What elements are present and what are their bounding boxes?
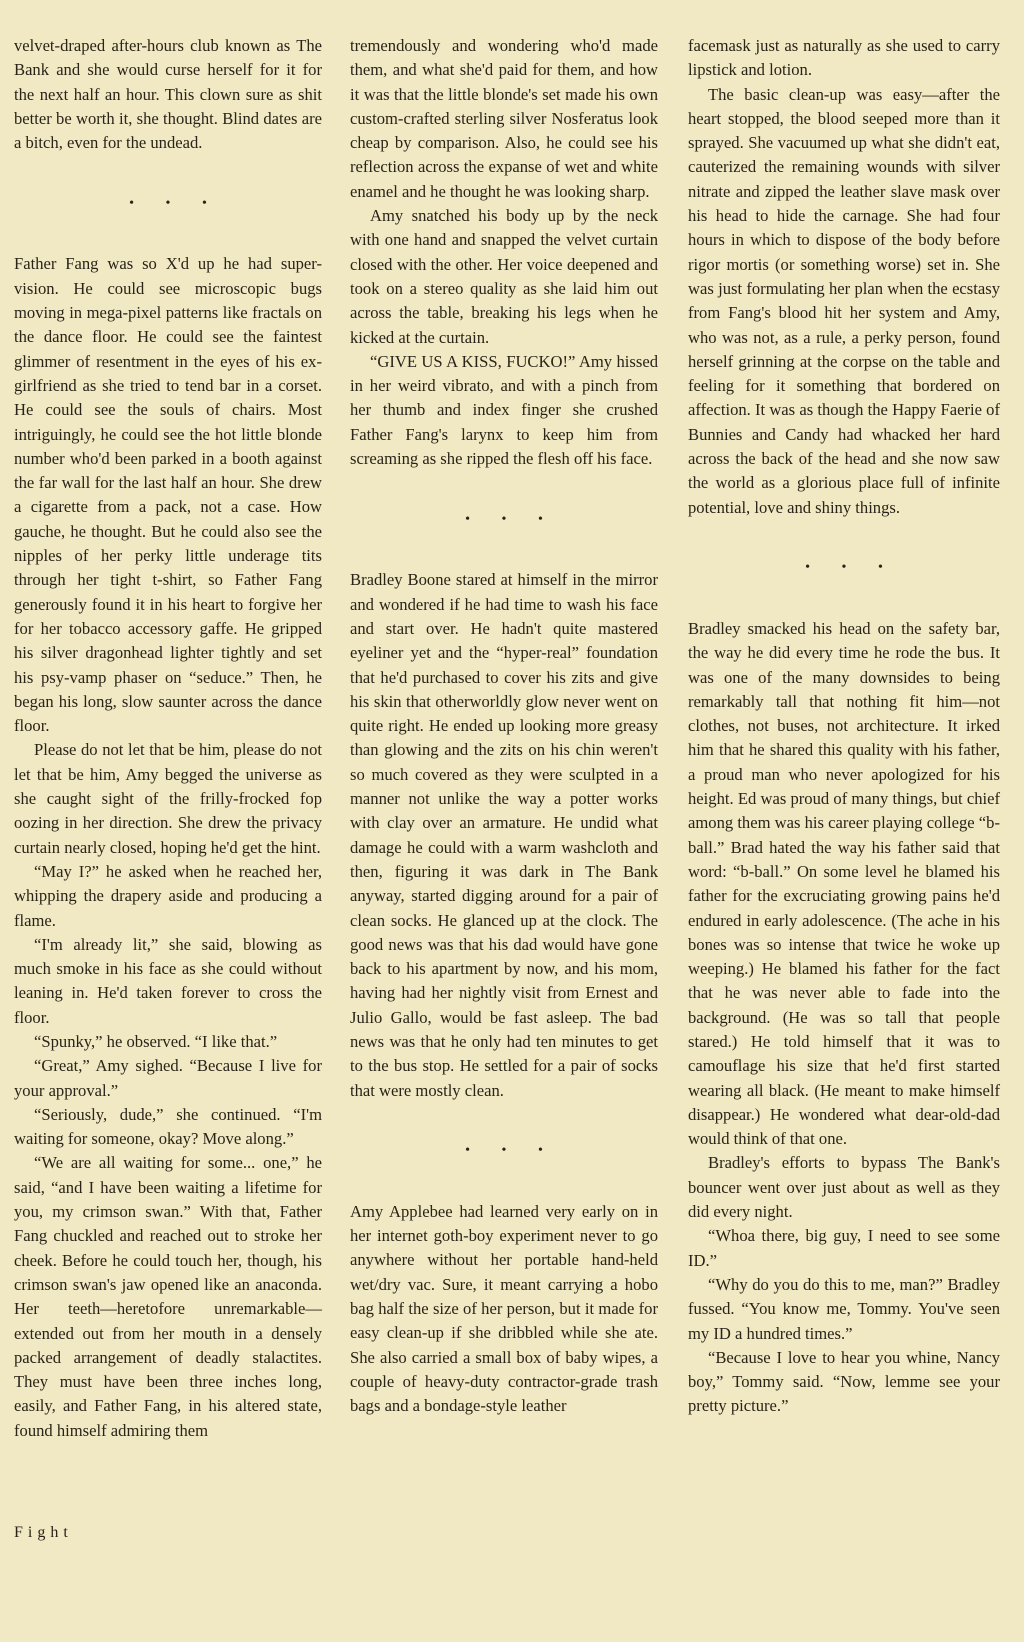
section-break: • • • bbox=[465, 1143, 557, 1159]
paragraph: The basic clean-up was easy—after the heart stopped, the blood seeped more than it sprayed. She vacuumed up what she didn't eat, cauterized the remaining wounds with silver nitrate and zipped the leather slave mask over his head to hide the carnage. She had four hours in which to dispose of the body before rigor mortis (or something worse) set in. She was just formulating her plan when the ecstasy from Fang's blood hit her system and Amy, who was not, as a rule, a perky person, found herself grinning at the corpse on the table and feeling for it something that bordered on affection. It was as though the Happy Faerie of Bunnies and Candy had whacked her hard across the back of the head and she now saw the world as a glorious place full of infinite potential, love and shiny things. bbox=[688, 84, 1000, 517]
section-break: • • • bbox=[129, 195, 221, 211]
paragraph: “May I?” he asked when he reached her, whipping the drapery aside and producing a flame. bbox=[14, 861, 322, 930]
paragraph: “Great,” Amy sighed. “Because I live for your approval.” bbox=[14, 1056, 322, 1100]
paragraph: Bradley's efforts to bypass The Bank's bouncer went over just about as well as they did every night. bbox=[688, 1153, 1000, 1222]
paragraph: “Whoa there, big guy, I need to see some ID.” bbox=[688, 1226, 1000, 1270]
paragraph: Bradley smacked his head on the safety bar, the way he did every time he rode the bus. It was one of the many downsides to being remarkably tall that nothing fit him—not clothes, not buses, not architecture. It irked him that he shared this quality with his father, a proud man who never apologized for his height. Ed was proud of many things, but chief among them was his career playing college “b-ball.” Brad hated the way his father said that word: “b-ball.” On some level he blamed his father for the excruciating growing pains he'd endured in early adolescence. (The ache in his bones was so intense that twice he woke up weeping.) He blamed his father for the fact that he was never able to fade into the background. (He was so tall that people stared.) He told himself that it was to camouflage his size that he'd first started wearing all black. (He meant to make himself disappear.) He wondered what dear-old-dad would think of that one. bbox=[688, 618, 1000, 1149]
paragraph: “We are all waiting for some... one,” he said, “and I have been waiting a lifetime for you, my crimson swan.” With that, Father Fang chuckled and reached out to stroke her cheek. Before he could touch her, though, his crimson swan's jaw opened like an anaconda. Her teeth—heretofore unremarkable—extended out from her mouth in a densely packed arrangement of deadly stalactites. They must have been three inches long, easily, and Father Fang, in his altered state, found himself admiring them bbox=[14, 1153, 322, 1440]
text-column-1 bbox=[14, 34, 322, 1443]
paragraph: Amy snatched his body up by the neck with one hand and snapped the velvet curtain closed with the other. Her voice deepened and took on a stereo quality as she laid him out across the table, breaking his legs when he kicked at the curtain. bbox=[350, 206, 658, 347]
section-break: • • • bbox=[805, 560, 897, 576]
text-column-2 bbox=[350, 34, 658, 1419]
paragraph: “Seriously, dude,” she continued. “I'm waiting for someone, okay? Move along.” bbox=[14, 1104, 322, 1149]
text-column-3 bbox=[688, 34, 1000, 1419]
paragraph: “Spunky,” he observed. “I like that.” bbox=[34, 1031, 278, 1051]
paragraph: “Because I love to hear you whine, Nancy boy,” Tommy said. “Now, lemme see your pretty picture.” bbox=[688, 1347, 1000, 1416]
paragraph: Please do not let that be him, please do not let that be him, Amy begged the universe as she caught sight of the frilly-frocked fop oozing in her direction. She drew the privacy curtain nearly closed, hoping he'd get the hint. bbox=[14, 740, 322, 857]
paragraph: facemask just as naturally as she used to carry lipstick and lotion. bbox=[688, 36, 1000, 80]
paragraph: Bradley Boone stared at himself in the mirror and wondered if he had time to wash his face and start over. He hadn't quite mastered eyeliner yet and the “hyper-real” foundation that he'd purchased to cover his zits and give his skin that otherworldly glow never went on quite right. He ended up looking more greasy than glowing and the zits on his chin weren't so much covered as they were sculpted in a manner not unlike the way a potter works with clay over an armature. He undid what damage he could with a warm washcloth and then, figuring it was dark in The Bank anyway, started digging around for a pair of clean socks. He glanced up at the clock. The good news was that his dad would have gone back to his apartment by now, and his mom, having had her nightly visit from Ernest and Julio Gallo, would be fast asleep. The bad news was that he only had ten minutes to get to the bus stop. He settled for a pair of socks that were mostly clean. bbox=[350, 570, 658, 1100]
paragraph: Father Fang was so X'd up he had super-vision. He could see microscopic bugs moving in mega-pixel patterns like fractals on the dance floor. He could see the faintest glimmer of resentment in the eyes of his ex-girlfriend as she tried to tend bar in a corset. He could see the souls of chairs. Most intriguingly, he could see the hot little blonde number who'd been parked in a booth against the far wall for the last half an hour. She drew a cigarette from a pack, not a case. How gauche, he thought. But he could also see the nipples of her perky little underage tits through her tight t-shirt, so Father Fang generously found it in his heart to forgive her for her tobacco accessory gaffe. He gripped his silver dragonhead lighter tightly and set his psy-vamp phaser on “seduce.” Then, he began his long, slow saunter across the dance floor. bbox=[14, 254, 322, 736]
paragraph: “GIVE US A KISS, FUCKO!” Amy hissed in her weird vibrato, and with a pinch from her thumb and index finger she crushed Father Fang's larynx to keep him from screaming as she ripped the flesh off his face. bbox=[350, 351, 658, 469]
page-folio: Fight bbox=[14, 1524, 73, 1541]
paragraph: velvet-draped after-hours club known as The Bank and she would curse herself for it for the next half an hour. This clown sure as shit better be worth it, she thought. Blind dates are a bitch, even for the undead. bbox=[14, 36, 322, 153]
paragraph: “Why do you do this to me, man?” Bradley fussed. “You know me, Tommy. You've seen my ID a hundred times.” bbox=[688, 1274, 1000, 1343]
section-break: • • • bbox=[465, 511, 557, 527]
paragraph: tremendously and wondering who'd made them, and what she'd paid for them, and how it was that the little blonde's set made his own custom-crafted sterling silver Nosferatus look cheap by comparison. Also, he could see his reflection across the expanse of wet and white enamel and he thought he was looking sharp. bbox=[350, 36, 658, 201]
paragraph: “I'm already lit,” she said, blowing as much smoke in his face as she could without leaning in. He'd taken forever to cross the floor. bbox=[14, 934, 322, 1027]
paragraph: Amy Applebee had learned very early on in her internet goth-boy experiment never to go anywhere without her portable hand-held wet/dry vac. Sure, it meant carrying a hobo bag half the size of her person, but it made for easy clean-up if she dribbled while she ate. She also carried a small box of baby wipes, a couple of heavy-duty contractor-grade trash bags and a bondage-style leather bbox=[350, 1201, 658, 1416]
